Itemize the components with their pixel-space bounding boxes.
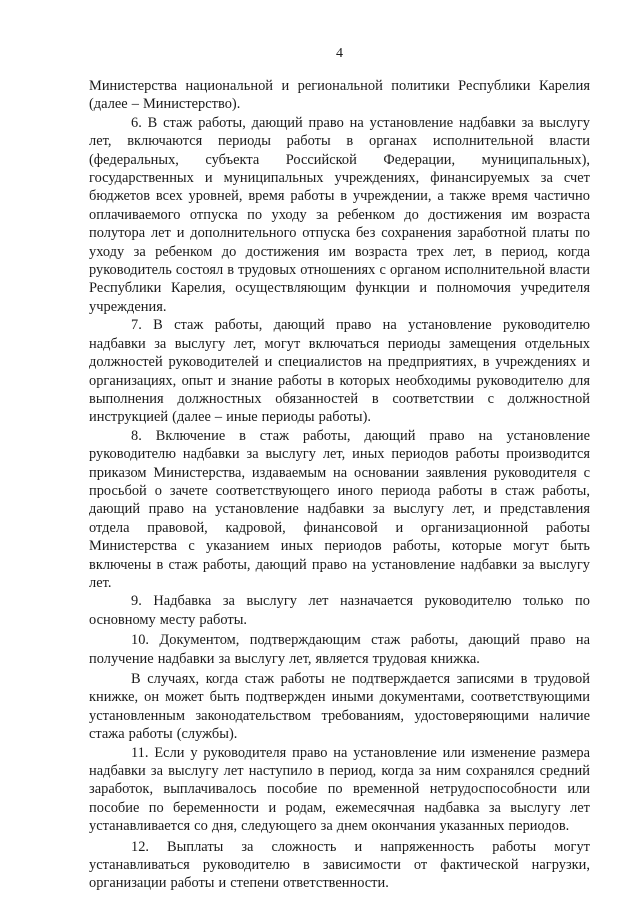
paragraph-item-10: 10. Документом, подтверждающим стаж работы, дающий право на получение надбавки за выслугу лет, является трудовая книжка. [89, 632, 590, 667]
document-body [89, 77, 590, 893]
paragraph-item-10-cases: В случаях, когда стаж работы не подтверждается записями в трудовой книжке, он может быть подтвержден иными документами, соответствующими установленным законодательством требованиям, удостоверяющими наличие стажа работы (службы). [89, 671, 590, 743]
paragraph-item-9: 9. Надбавка за выслугу лет назначается руководителю только по основному месту работы. [89, 593, 590, 628]
paragraph-item-6: 6. В стаж работы, дающий право на установление надбавки за выслугу лет, включаются периоды работы в органах исполнительной власти (федеральных, субъекта Российской Федерации, муниципальных), государственных и муниципальных учреждениях, финансируемых за счет бюджетов всех уровней, время работы в учреждении, а также время частично оплачиваемого отпуска по уходу за ребенком до достижения им возраста полутора лет и дополнительного отпуска без сохранения заработной платы по уходу за ребенком до достижения им возраста трех лет, в период, когда руководитель состоял в трудовых отношениях с органом исполнительной власти Республики Карелия, осуществляющим функции и полномочия учредителя учреждения. [89, 114, 590, 315]
paragraph-continuation: Министерства национальной и региональной политики Республики Карелия (далее – Министерство). [89, 78, 590, 113]
paragraph-item-12: 12. Выплаты за сложность и напряженность работы могут устанавливаться руководителю в зависимости от фактической нагрузки, организации работы и степени ответственности. [89, 838, 590, 892]
paragraph-item-11: 11. Если у руководителя право на установление или изменение размера надбавки за выслугу лет наступило в период, когда за ним сохранялся средний заработок, выплачивалось пособие по временной нетрудоспособности или пособие по беременности и родам, ежемесячная надбавка за выслугу лет устанавливается со дня, следующего за днем окончания указанных периодов. [89, 744, 590, 835]
paragraph-item-8: 8. Включение в стаж работы, дающий право на установление руководителю надбавки за выслугу лет, иных периодов работы производится приказом Министерства, издаваемым на основании заявления руководителя с просьбой о зачете соответствующего иного периода работы в стаж работы, дающий право на установление надбавки за выслугу лет, и представления отдела правовой, кадровой, финансовой и организационной работы Министерства с указанием иных периодов работы, которые могут быть включены в стаж работы, дающий право на установление надбавки за выслугу лет. [89, 427, 590, 591]
page-number: 4 [336, 46, 343, 61]
paragraph-item-7: 7. В стаж работы, дающий право на установление руководителю надбавки за выслугу лет, могут включаться периоды замещения отдельных должностей руководителей и специалистов на предприятиях, в учреждениях и организациях, опыт и знание работы в которых необходимы руководителю для выполнения должностных обязанностей в соответствии с должностной инструкцией (далее – иные периоды работы). [89, 317, 590, 426]
